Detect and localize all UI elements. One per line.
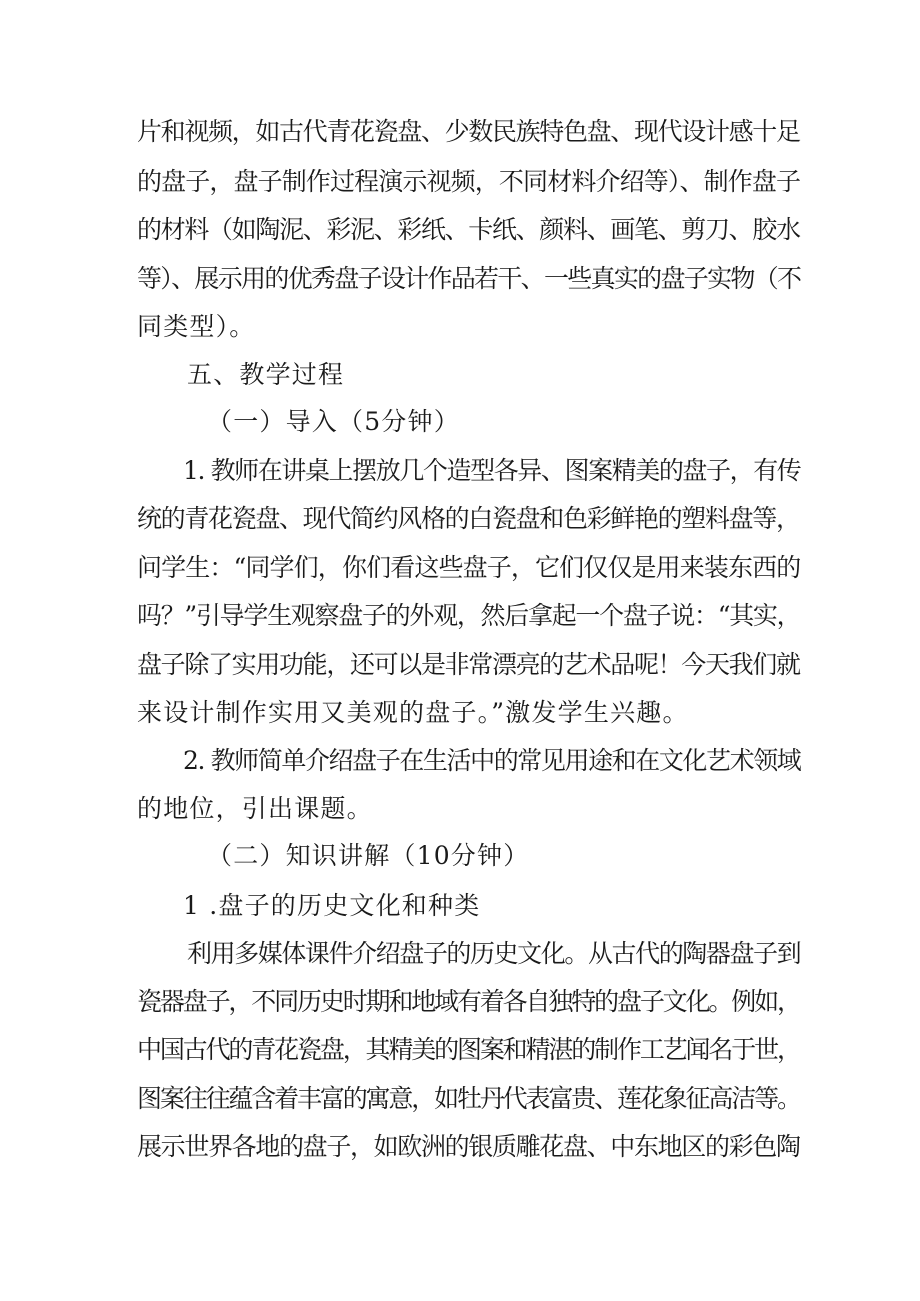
subsection-heading: （一）导入（5分钟） [207, 407, 460, 436]
section-heading: 五、教学过程 [187, 360, 345, 389]
paragraph-line: 中国古代的青花瓷盘，其精美的图案和精湛的制作工艺闻名于世， [137, 1035, 800, 1064]
paragraph-line: 的材料（如陶泥、彩泥、彩纸、卡纸、颜料、画笔、剪刀、胶水 [137, 215, 800, 244]
paragraph-line: 统的青花瓷盘、现代简约风格的白瓷盘和色彩鲜艳的塑料盘等， [137, 504, 800, 533]
paragraph-line: 等）、展示用的优秀盘子设计作品若干、一些真实的盘子实物（不 [137, 264, 801, 293]
paragraph-line: 瓷器盘子，不同历史时期和地域有着各自独特的盘子文化。例如， [137, 987, 800, 1016]
paragraph-line: 片和视频，如古代青花瓷盘、少数民族特色盘、现代设计感十足 [137, 117, 800, 146]
list-item: 1. 教师在讲桌上摆放几个造型各异、图案精美的盘子，有传 [183, 456, 801, 485]
paragraph-line: 来设计制作实用又美观的盘子。”激发学生兴趣。 [137, 698, 689, 727]
subsection-heading: （二）知识讲解（10分钟） [207, 841, 530, 870]
paragraph-line: 利用多媒体课件介绍盘子的历史文化。从古代的陶器盘子到 [187, 939, 801, 968]
paragraph-line: 展示世界各地的盘子，如欧洲的银质雕花盘、中东地区的彩色陶 [137, 1132, 800, 1161]
list-item: 2. 教师简单介绍盘子在生活中的常见用途和在文化艺术领域 [183, 746, 801, 775]
paragraph-line: 吗？”引导学生观察盘子的外观，然后拿起一个盘子说：“其实， [137, 601, 801, 630]
paragraph-line: 问学生：“同学们，你们看这些盘子，它们仅仅是用来装东西的 [137, 553, 801, 582]
paragraph-line: 盘子除了实用功能，还可以是非常漂亮的艺术品呢！今天我们就 [137, 650, 800, 679]
list-item-heading: 1 .盘子的历史文化和种类 [183, 891, 481, 920]
paragraph-line: 图案往往蕴含着丰富的寓意，如牡丹代表富贵、莲花象征高洁等。 [137, 1084, 800, 1113]
paragraph-line: 同类型）。 [137, 312, 256, 341]
paragraph-line: 的地位，引出课题。 [137, 794, 373, 823]
paragraph-line: 的盘子，盘子制作过程演示视频，不同材料介绍等）、制作盘子 [137, 167, 801, 196]
